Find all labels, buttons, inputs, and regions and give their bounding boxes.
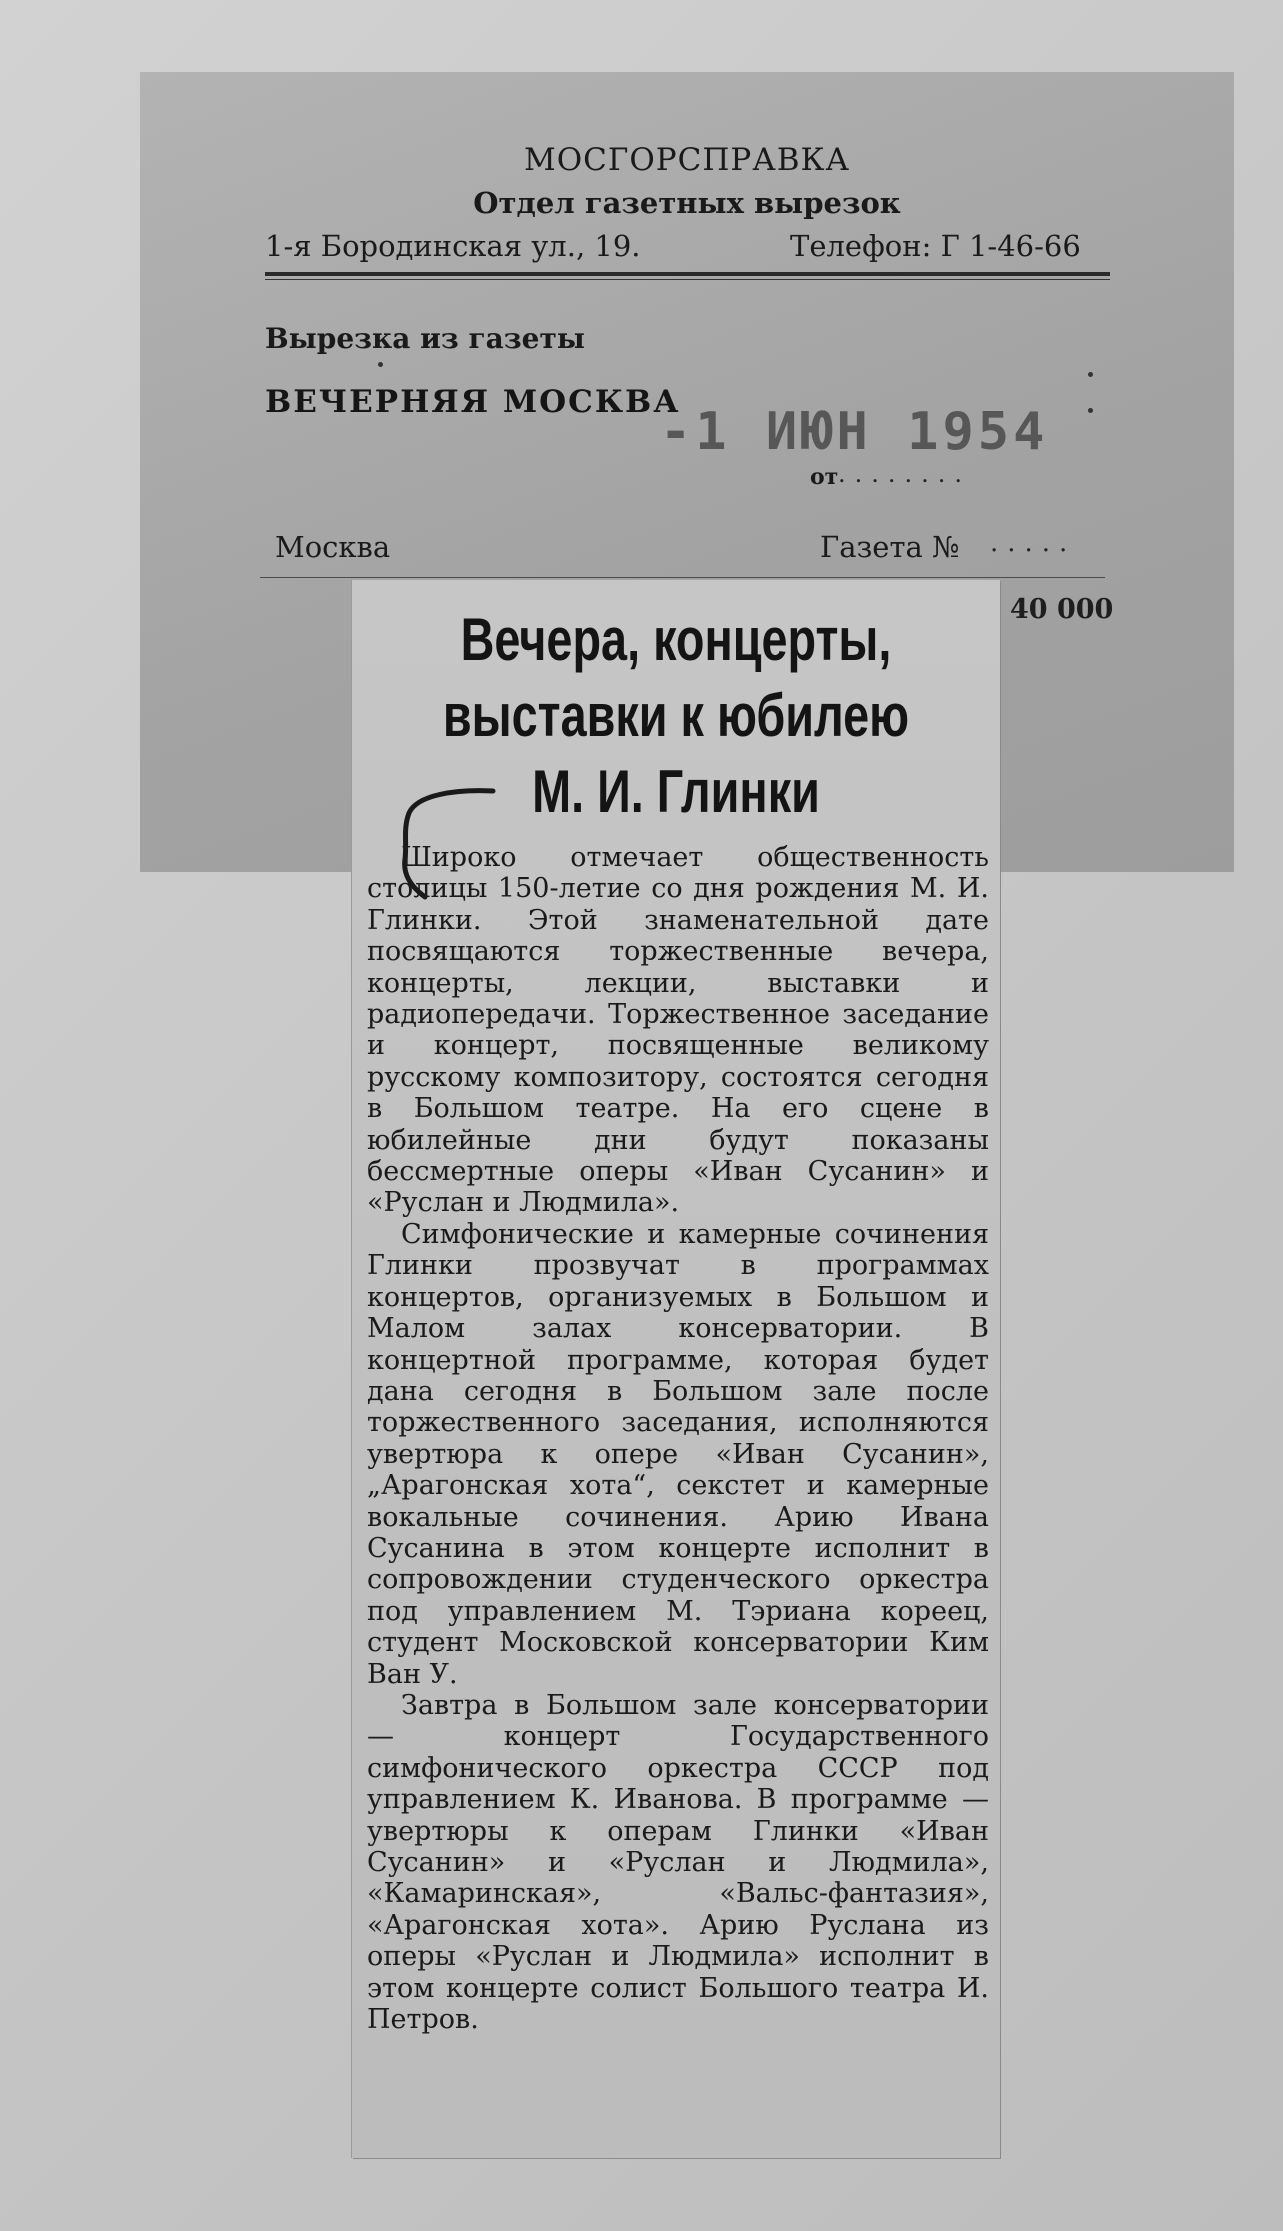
from-dots: ........ [838,460,972,488]
from-label: от [810,464,839,490]
header-rule [265,272,1110,276]
article-paragraph: Симфонические и камерные сочинения Глинки прозвучат в программах концертов, организуемых в Большом и Малом залах консерватории. В концертной программе, которая будет дана сегодня в Большом зале после торжественного заседания, исполняются увертюра к опере «Иван Сусанин», „Арагонская хота“, секстет и камерные вокальные сочинения. Арию Ивана Сусанина в этом концерте исполнит в сопровождении студенческого оркестра под управлением М. Тэриана кореец, студент Московской консерватории Ким Ван У. [367,1218,989,1690]
pen-mark-icon [395,785,505,905]
newspaper-name: ВЕЧЕРНЯЯ МОСКВА [265,384,681,420]
organization-name: МОСГОРСПРАВКА [523,142,850,178]
gazette-number-label: Газета № [820,530,960,564]
ink-dot [378,362,383,367]
headline-line: выставки к юбилею [442,682,910,749]
phone: Телефон: Г 1-46-66 [790,229,1081,263]
headline-line: М. И. Глинки [532,758,820,825]
gazette-number-dots: ..... [990,528,1077,558]
department-name: Отдел газетных вырезок [473,186,901,220]
header-rule-thin [265,279,1110,280]
date-stamp: -1 ИЮН 1954 [660,402,1049,462]
article-paragraph: Широко отмечает общественность столицы 150-летие со дня рождения М. И. Глинки. Этой знаменательной дате посвящаются торжественные вечера, концерты, лекции, выставки и радиопередачи. Торжественное заседание и концерт, посвященные великому русскому композитору, состоятся сегодня в Большом театре. На его сцене в юбилейные дни будут показаны бессмертные оперы «Иван Сусанин» и «Руслан и Людмила». [367,842,989,1219]
address: 1-я Бородинская ул., 19. [265,229,641,263]
bottom-rule [260,577,1105,578]
article-body [367,842,989,2035]
ink-dot [1088,372,1093,377]
headline-line: Вечера, концерты, [460,606,892,673]
circulation: 40 000 [1010,594,1114,625]
clipping-label: Вырезка из газеты [265,322,585,355]
ink-dot [1088,408,1093,413]
city: Москва [275,530,391,564]
article-paragraph: Завтра в Большом зале консерватории — концерт Государственного симфонического оркестра СССР под управлением К. Иванова. В программе — увертюры к операм Глинки «Иван Сусанин» и «Руслан и Людмила», «Камаринская», «Вальс-фантазия», «Арагонская хота». Арию Руслана из оперы «Руслан и Людмила» исполнит в этом концерте солист Большого театра И. Петров. [367,1689,989,2036]
